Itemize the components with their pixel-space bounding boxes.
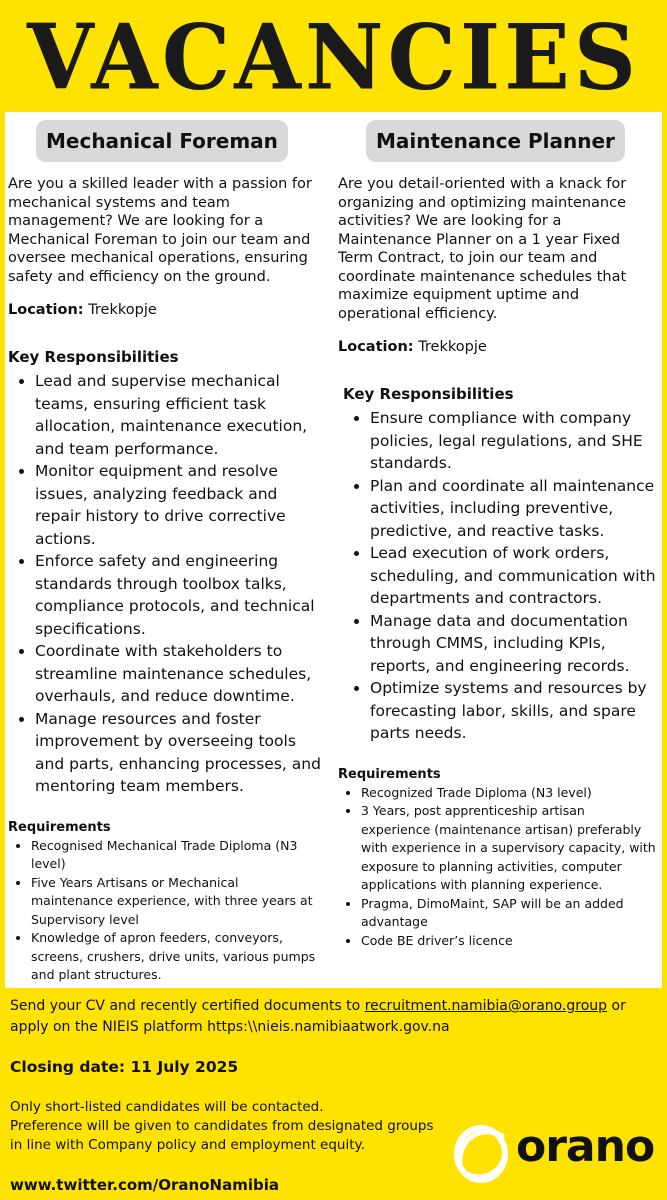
list-item: • Lead and supervise mechanical teams, ensuring efficient task allocation, maintenance execution, and team performance.	[35, 370, 324, 460]
list-item: • Recognized Trade Diploma (N3 level)	[361, 784, 658, 803]
job-title-badge: Mechanical Foreman	[36, 120, 288, 162]
footer-banner	[0, 988, 667, 1200]
send-prefix: Send your CV and recently certified documents to	[10, 998, 365, 1014]
job-location	[8, 302, 324, 318]
requirements-list	[338, 784, 658, 951]
list-item: • Code BE driver’s licence	[361, 932, 658, 951]
list-item: • Enforce safety and engineering standards through toolbox talks, compliance protocols, and technical specifications.	[35, 550, 324, 640]
location-label: Location:	[338, 339, 414, 355]
list-item: • Lead execution of work orders, scheduling, and communication with departments and contractors.	[370, 542, 658, 610]
send-suffix: or apply on the NIEIS platform https:\\nieis.namibiaatwork.gov.na	[10, 998, 626, 1035]
job-location	[338, 339, 658, 355]
responsibilities-list	[8, 370, 324, 798]
list-item: • 3 Years, post apprenticeship artisan experience (maintenance artisan) preferably with experience in a supervisory capacity, with exposure to planning activities, computer applications with planning experience.	[361, 802, 658, 895]
page-title: VACANCIES	[27, 4, 640, 111]
location-value: Trekkopje	[418, 339, 487, 355]
list-item: • Knowledge of apron feeders, conveyors, screens, crushers, drive units, various pumps and plant structures.	[31, 929, 324, 985]
list-item: • Optimize systems and resources by forecasting labor, skills, and spare parts needs.	[370, 677, 658, 745]
job-intro: Are you a skilled leader with a passion for mechanical systems and team management? We are looking for a Mechanical Foreman to join our team and oversee mechanical operations, ensuring safety and efficiency on the ground.	[8, 176, 312, 285]
logo-text: orano	[516, 1121, 655, 1172]
twitter-link[interactable]: www.twitter.com/OranoNamibia	[10, 1176, 279, 1194]
disclaimer	[10, 1098, 450, 1155]
header-banner	[0, 0, 667, 112]
disclaimer-line-1: Only short-listed candidates will be contacted.	[10, 1099, 324, 1115]
orano-swirl-icon	[450, 1118, 516, 1188]
list-item: • Recognised Mechanical Trade Diploma (N3 level)	[31, 837, 324, 874]
closing-date: Closing date: 11 July 2025	[10, 1058, 239, 1076]
location-value: Trekkopje	[88, 302, 157, 318]
email-link[interactable]: recruitment.namibia@orano.group	[364, 998, 608, 1014]
orano-logo	[450, 1118, 660, 1188]
list-item: • Pragma, DimoMaint, SAP will be an added advantage	[361, 895, 658, 932]
list-item: • Ensure compliance with company policies, legal regulations, and SHE standards.	[370, 407, 658, 475]
application-instructions	[10, 996, 660, 1038]
requirements-list	[8, 837, 324, 1004]
list-item: • Five Years Artisans or Mechanical maintenance experience, with three years at Supervisory level	[31, 874, 324, 930]
job-column-mechanical-foreman	[8, 120, 324, 1003]
list-item: • Plan and coordinate all maintenance activities, including preventive, predictive, and reactive tasks.	[370, 475, 658, 543]
responsibilities-list	[338, 407, 658, 745]
responsibilities-heading: Key Responsibilities	[8, 348, 179, 366]
job-column-maintenance-planner	[338, 120, 658, 950]
list-item: • Manage resources and foster improvement by overseeing tools and parts, enhancing processes, and mentoring team members.	[35, 708, 324, 798]
job-intro: Are you detail-oriented with a knack for organizing and optimizing maintenance activities? We are looking for a Maintenance Planner on a 1 year Fixed Term Contract, to join our team and coordinate maintenance schedules that maximize equipment uptime and operational efficiency.	[338, 176, 627, 322]
list-item: • Monitor equipment and resolve issues, analyzing feedback and repair history to drive corrective actions.	[35, 460, 324, 550]
disclaimer-line-2: Preference will be given to candidates from designated groups in line with Company policy and employment equity.	[10, 1118, 434, 1153]
list-item: • Coordinate with stakeholders to streamline maintenance schedules, overhauls, and reduce downtime.	[35, 640, 324, 708]
responsibilities-heading: Key Responsibilities	[343, 385, 514, 403]
list-item: • Manage data and documentation through CMMS, including KPIs, reports, and engineering records.	[370, 610, 658, 678]
location-label: Location:	[8, 302, 84, 318]
job-title-badge: Maintenance Planner	[366, 120, 625, 162]
requirements-heading: Requirements	[338, 766, 441, 782]
requirements-heading: Requirements	[8, 819, 111, 835]
